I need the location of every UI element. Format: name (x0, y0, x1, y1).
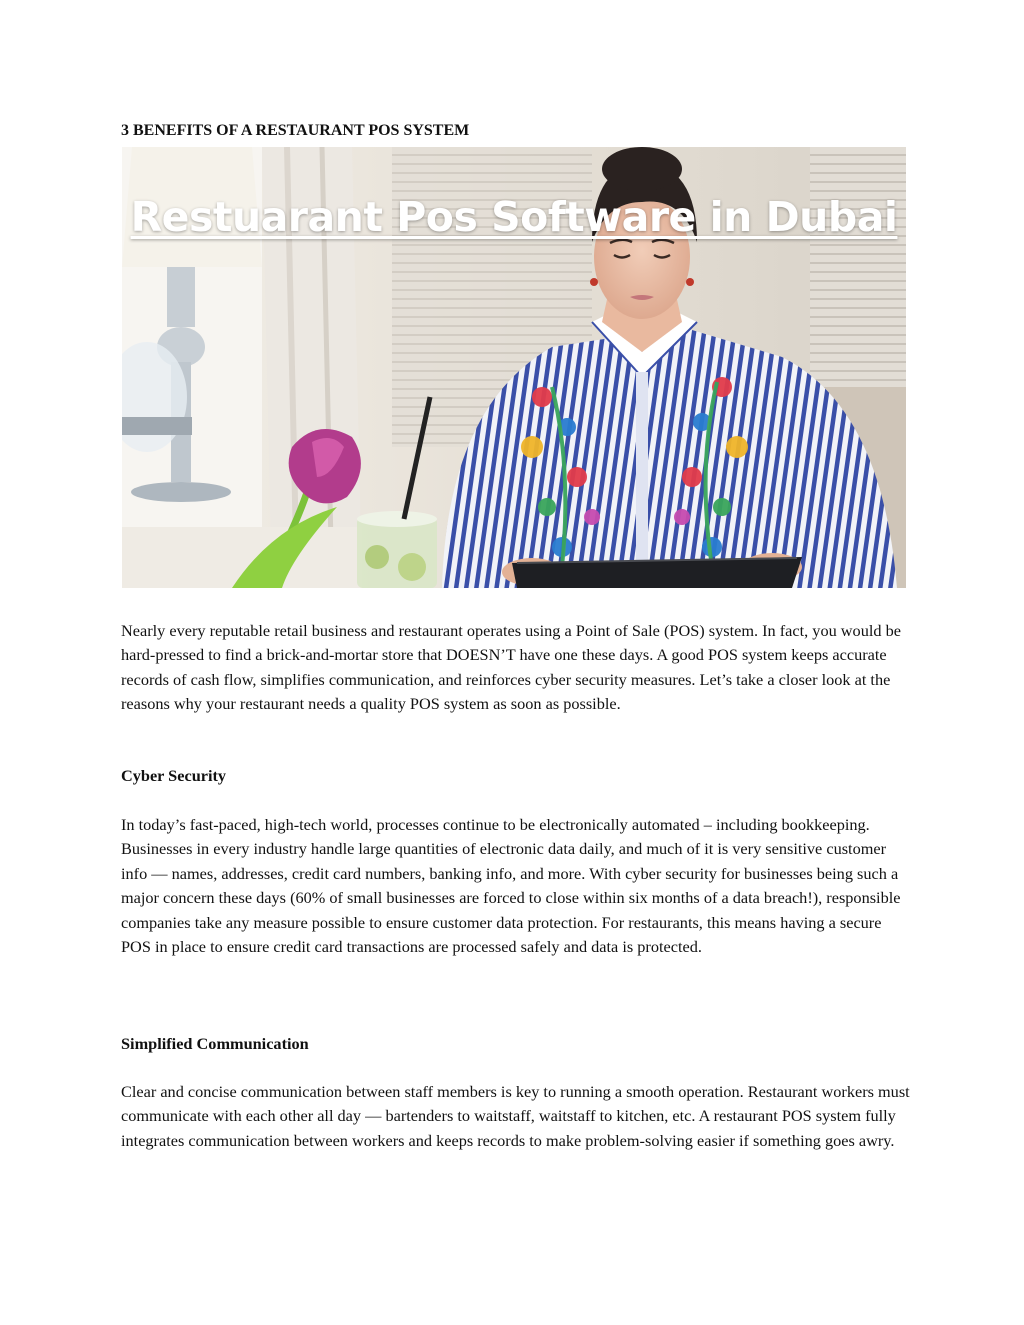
section-heading-cyber-security: Cyber Security (121, 766, 227, 785)
section-body-simplified-communication: Clear and concise communication between staff members is key to running a smooth operation. Restaurant workers must communicate with each other all day — bartenders to waitstaff, waitstaff to kitchen, etc. A restaurant POS system fully integrates communication between workers and keeps records to make problem-solving easier if something goes awry. (121, 1082, 910, 1150)
document-title: 3 BENEFITS OF A RESTAURANT POS SYSTEM (121, 122, 470, 139)
intro-paragraph: Nearly every reputable retail business and restaurant operates using a Point of Sale (POS) system. In fact, you would be hard-pressed to find a brick-and-mortar store that DOESN’T have one these days. A good POS system keeps accurate records of cash flow, simplifies communication, and reinforces cyber security measures. Let’s take a closer look at the reasons why your restaurant needs a quality POS system as soon as possible. (121, 621, 901, 714)
section-heading-simplified-communication: Simplified Communication (121, 1034, 309, 1053)
section-body-cyber-security: In today’s fast-paced, high-tech world, processes continue to be electronically automated – including bookkeeping. Businesses in every industry handle large quantities of electronic data daily, and much of it is very sensitive customer info — names, addresses, credit card numbers, banking info, and more. With cyber security for businesses being such a major concern these days (60% of small businesses are forced to close within six months of a data breach!), responsible companies take any measure possible to ensure customer data protection. For restaurants, this means having a secure POS in place to ensure credit card transactions are processed safely and data is protected. (121, 815, 901, 957)
hero-caption: Restuarant Pos Software in Dubai (130, 193, 898, 241)
hero-image (122, 147, 906, 588)
